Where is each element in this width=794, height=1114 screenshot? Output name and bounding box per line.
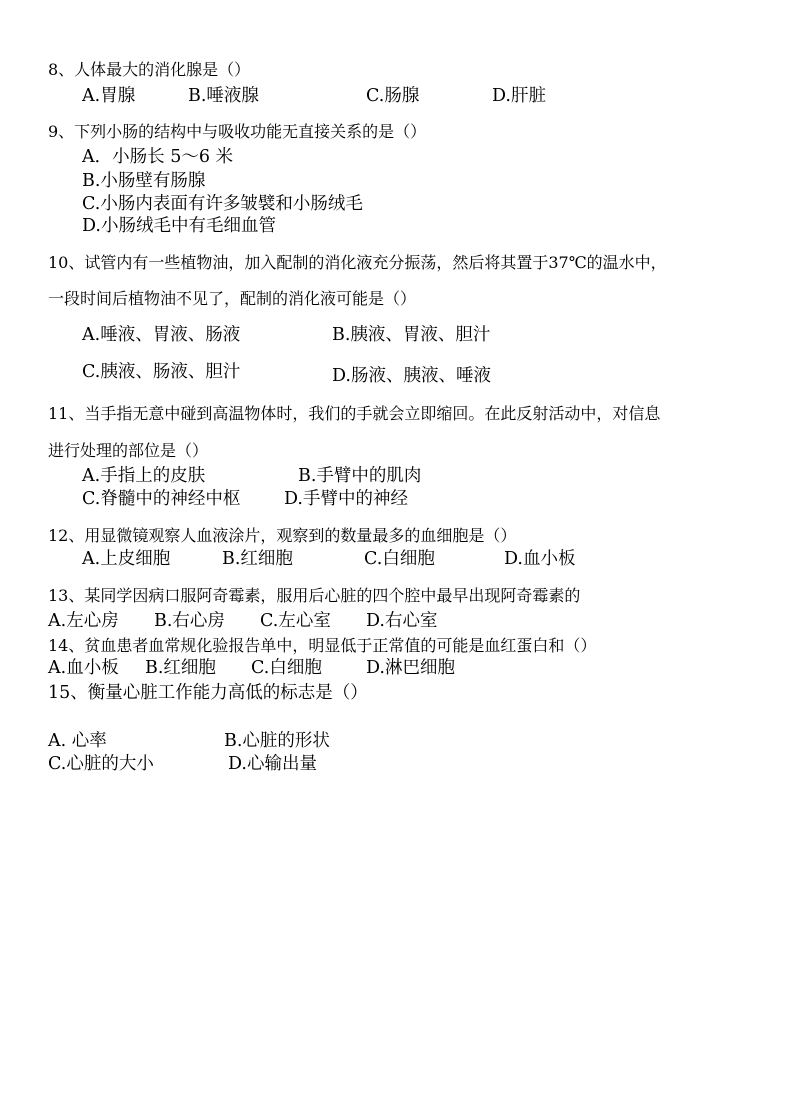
q9-option-d: D.小肠绒毛中有毛细血管 <box>82 216 276 236</box>
q10-option-a: A.唾液、胃液、肠液 <box>82 325 241 345</box>
q12-option-c: C.白细胞 <box>364 549 435 569</box>
q13-option-a: A.左心房 <box>48 611 119 631</box>
q15-option-b: B.心脏的形状 <box>224 731 330 751</box>
q14-option-b: B.红细胞 <box>145 658 216 678</box>
q14-option-d: D.淋巴细胞 <box>366 658 455 678</box>
q10-stem-line2: 一段时间后植物油不见了，配制的消化液可能是（） <box>48 289 417 308</box>
q8-option-a: A.胃腺 <box>82 86 136 106</box>
q12-option-a: A.上皮细胞 <box>82 549 171 569</box>
q13-option-b: B.右心房 <box>154 611 225 631</box>
q13-option-d: D.右心室 <box>366 611 438 631</box>
q13-stem: 13、某同学因病口服阿奇霉素，服用后心脏的四个腔中最早出现阿奇霉素的 <box>48 586 581 605</box>
q12-option-b: B.红细胞 <box>222 549 293 569</box>
q14-option-a: A.血小板 <box>48 658 119 678</box>
q11-option-c: C.脊髓中的神经中枢 <box>82 489 241 509</box>
q10-option-b: B.胰液、胃液、胆汁 <box>332 325 491 345</box>
q10-option-d: D.肠液、胰液、唾液 <box>332 366 491 386</box>
q12-stem: 12、用显微镜观察人血液涂片，观察到的数量最多的血细胞是（） <box>48 526 517 545</box>
q15-option-c: C.心脏的大小 <box>48 754 154 774</box>
q15-stem: 15、衡量心脏工作能力高低的标志是（） <box>48 683 368 703</box>
q15-option-d: D.心输出量 <box>228 754 317 774</box>
q14-option-c: C.白细胞 <box>251 658 322 678</box>
q8-stem: 8、人体最大的消化腺是（） <box>48 60 251 79</box>
q10-stem-line1: 10、试管内有一些植物油，加入配制的消化液充分振荡，然后将其置于37℃的温水中， <box>48 253 667 272</box>
q12-option-d: D.血小板 <box>504 549 576 569</box>
q8-option-d: D.肝脏 <box>492 86 546 106</box>
q11-option-d: D.手臂中的神经 <box>284 489 408 509</box>
q9-option-c: C.小肠内表面有许多皱襞和小肠绒毛 <box>82 194 363 214</box>
q13-option-c: C.左心室 <box>260 611 331 631</box>
q14-stem: 14、贫血患者血常规化验报告单中，明显低于正常值的可能是血红蛋白和（） <box>48 636 597 655</box>
q11-option-a: A.手指上的皮肤 <box>82 466 206 486</box>
q15-option-a: A. 心率 <box>48 731 107 751</box>
q11-option-b: B.手臂中的肌肉 <box>298 466 422 486</box>
q9-option-b: B.小肠壁有肠腺 <box>82 171 206 191</box>
q9-option-a: A．小肠长 5～6 米 <box>82 147 234 167</box>
q8-option-b: B.唾液腺 <box>188 86 259 106</box>
q11-stem-line2: 进行处理的部位是（） <box>48 441 209 460</box>
q8-option-c: C.肠腺 <box>366 86 420 106</box>
q11-stem-line1: 11、当手指无意中碰到高温物体时，我们的手就会立即缩回。在此反射活动中，对信息 <box>48 404 661 423</box>
q10-option-c: C.胰液、肠液、胆汁 <box>82 362 241 382</box>
q9-stem: 9、下列小肠的结构中与吸收功能无直接关系的是（） <box>48 122 427 141</box>
